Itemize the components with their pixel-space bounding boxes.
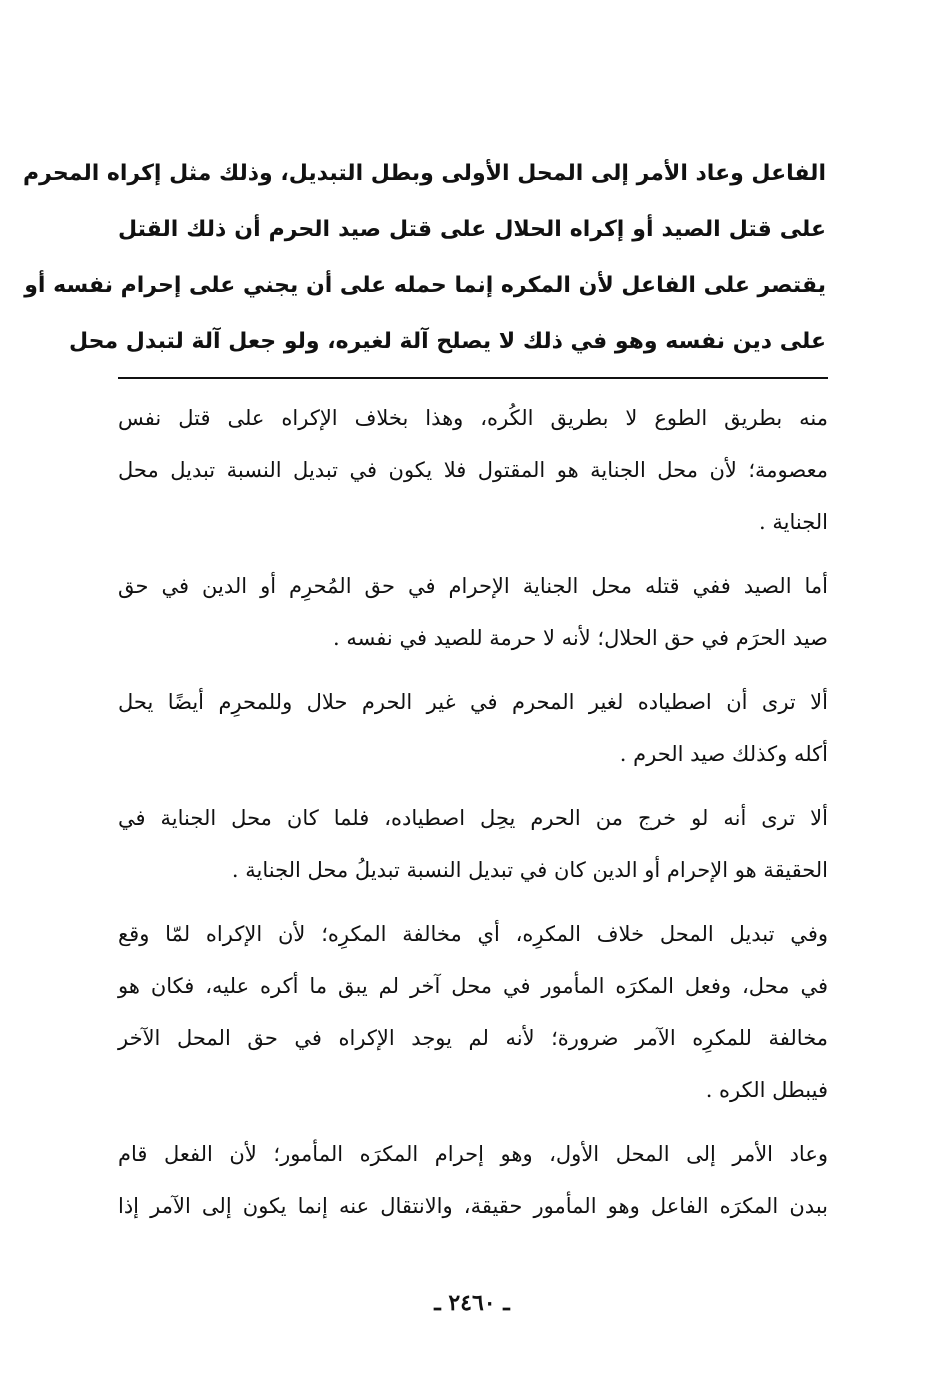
commentary-line: وعاد الأمر إلى المحل الأول، وهو إحرام المكرَه المأمور؛ لأن الفعل قام (118, 1142, 828, 1166)
commentary-line: في محل، وفعل المكرَه المأمور في محل آخر لم يبق ما أكره عليه، فكان هو (118, 974, 828, 998)
commentary-paragraph (118, 908, 828, 1116)
main-text-line: على قتل الصيد أو إكراه الحلال على قتل صيد الحرم أن ذلك القتل (118, 217, 826, 242)
commentary-paragraph (118, 392, 828, 548)
commentary-line: ببدن المكرَه الفاعل وهو المأمور حقيقة، والانتقال عنه إنما يكون إلى الآمر إذا (118, 1194, 828, 1218)
main-text-line: على دين نفسه وهو في ذلك لا يصلح آلة لغيره، ولو جعل آلة لتبدل محل (69, 329, 826, 354)
commentary-text (118, 392, 828, 1244)
commentary-line: الحقيقة هو الإحرام أو الدين كان في تبديل النسبة تبديلُ محل الجناية . (231, 858, 828, 882)
commentary-line: أما الصيد ففي قتله محل الجناية الإحرام في حق المُحرِم أو الدين في حق (118, 574, 828, 598)
commentary-paragraph (118, 560, 828, 664)
main-text-line: يقتصر على الفاعل لأن المكره إنما حمله على أن يجني على إحرام نفسه أو (24, 273, 826, 298)
commentary-line: معصومة؛ لأن محل الجناية هو المقتول فلا يكون في تبديل النسبة تبديل محل (118, 458, 828, 482)
commentary-line: ألا ترى أن اصطياده لغير المحرم في غير الحرم حلال وللمحرِم أيضًا يحل (118, 690, 828, 714)
section-divider (118, 377, 828, 379)
commentary-line: الجناية . (759, 510, 828, 534)
commentary-line: منه بطريق الطوع لا بطريق الكُره، وهذا بخلاف الإكراه على قتل نفس (118, 406, 828, 430)
commentary-line: فيبطل الكره . (705, 1078, 828, 1102)
commentary-line: صيد الحرَم في حق الحلال؛ لأنه لا حرمة للصيد في نفسه . (332, 626, 828, 650)
commentary-line: مخالفة للمكرِه الآمر ضرورة؛ لأنه لم يوجد الإكراه في حق المحل الآخر (118, 1026, 828, 1050)
commentary-line: وفي تبديل المحل خلاف المكرِه، أي مخالفة المكرِه؛ لأن الإكراه لمّا وقع (118, 922, 828, 946)
commentary-paragraph (118, 1128, 828, 1232)
main-text-line: الفاعل وعاد الأمر إلى المحل الأولى وبطل التبديل، وذلك مثل إكراه المحرم (23, 161, 826, 186)
commentary-line: ألا ترى أنه لو خرج من الحرم يحِل اصطياده، فلما كان محل الجناية في (118, 806, 828, 830)
page-number: ـ ٢٤٦٠ ـ (434, 1290, 510, 1316)
commentary-paragraph (118, 676, 828, 780)
main-text (23, 146, 826, 370)
commentary-paragraph (118, 792, 828, 896)
commentary-line: أكله وكذلك صيد الحرم . (619, 742, 828, 766)
